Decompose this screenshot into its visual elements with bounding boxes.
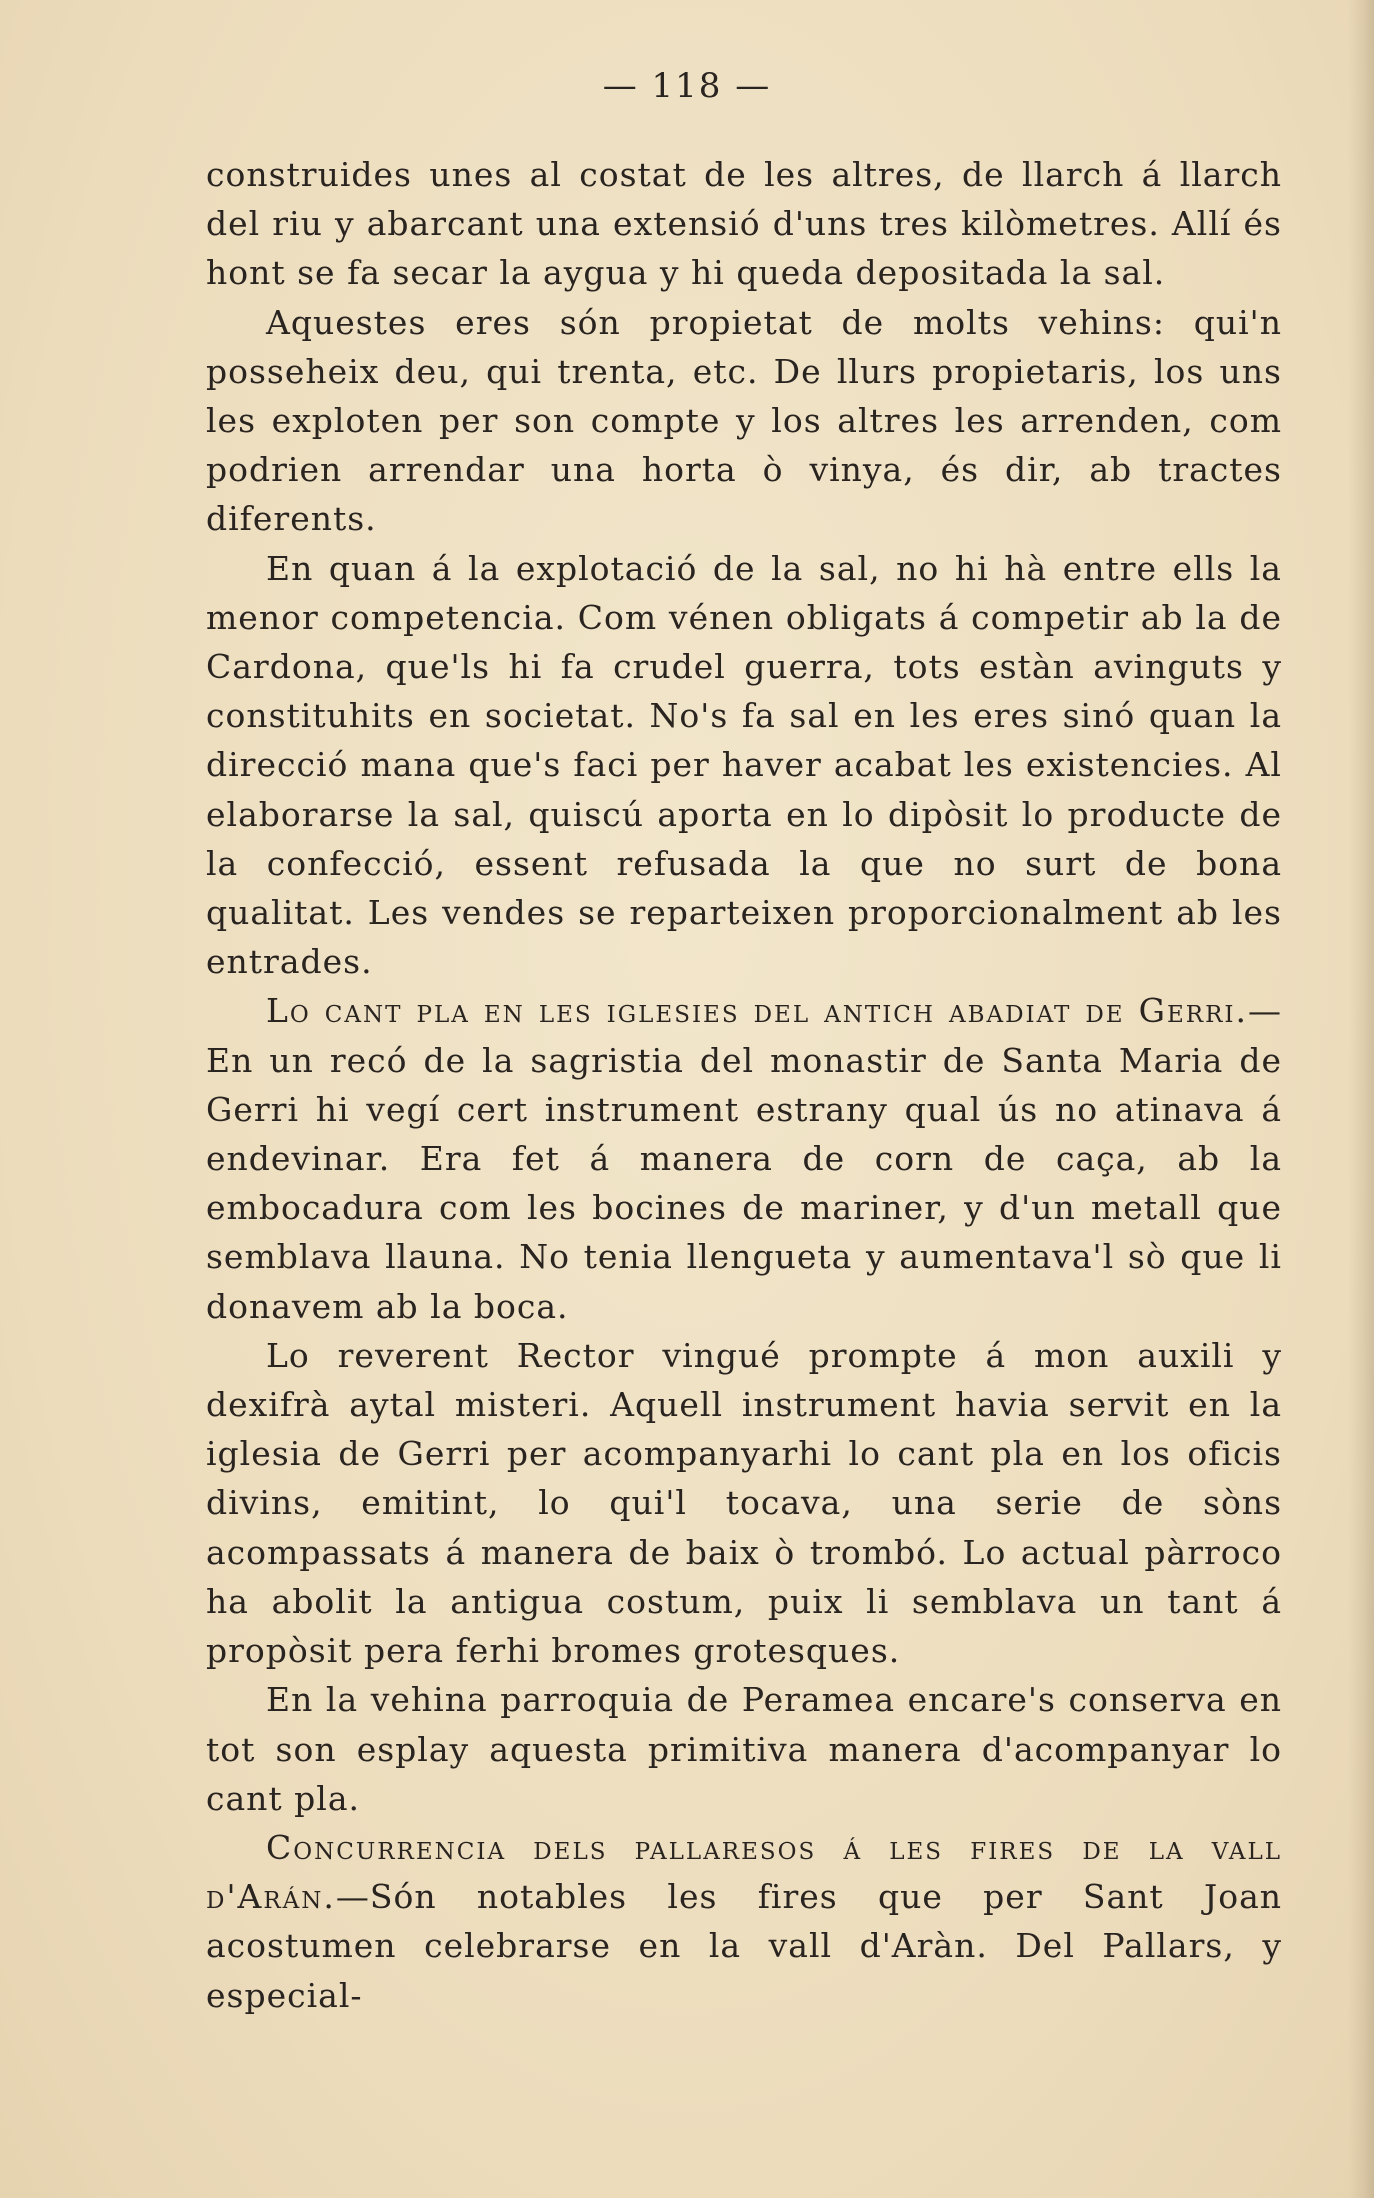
paragraph-6 [206, 1675, 1282, 1823]
page-number: — 118 — [602, 66, 772, 106]
section-heading-cant-pla: Lo cant pla en les iglesies del antich abadiat de Gerri. [266, 991, 1248, 1031]
section-heading-concurrencia: Concurrencia dels pallaresos á les fires de la vall d'Arán. [206, 1827, 1282, 1917]
page-edge-shadow [1348, 0, 1374, 2198]
body-text [206, 150, 1282, 2020]
paragraph-6-text: En la vehina parroquia de Peramea encare's conserva en tot son esplay aquesta primitiva manera d'acompanyar lo cant pla. [206, 1680, 1282, 1818]
paragraph-7 [206, 1823, 1282, 2020]
paragraph-4-text: —En un recó de la sagristia del monastir de Santa Maria de Gerri hi vegí cert instrument estrany qual ús no atinava á endevinar. Era fet á manera de corn de caça, ab la embocadura com les bocines de mariner, y d'un metall que semblava llauna. No tenia llengueta y aumentava'l sò que li donavem ab la boca. [206, 991, 1282, 1326]
paragraph-4 [206, 986, 1282, 1330]
paragraph-3-text: En quan á la explotació de la sal, no hi hà entre ells la menor competencia. Com vénen obligats á competir ab la de Cardona, que'ls hi fa crudel guerra, tots estàn avinguts y constituhits en societat. No's fa sal en les eres sinó quan la direcció mana que's faci per haver acabat les existencies. Al elaborarse la sal, quiscú aporta en lo dipòsit lo producte de la confecció, essent refusada la que no surt de bona qualitat. Les vendes se reparteixen proporcionalment ab les entrades. [206, 548, 1282, 982]
paragraph-1 [206, 150, 1282, 298]
paragraph-3 [206, 544, 1282, 987]
paragraph-2 [206, 298, 1282, 544]
paragraph-5-text: Lo reverent Rector vingué prompte á mon auxili y dexifrà aytal misteri. Aquell instrument havia servit en la iglesia de Gerri per acompanyarhi lo cant pla en los oficis divins, emitint, lo qui'l tocava, una serie de sòns acompassats á manera de baix ò trombó. Lo actual pàrroco ha abolit la antigua costum, puix li semblava un tant á propòsit pera ferhi bromes grotesques. [206, 1335, 1282, 1671]
paragraph-1-text: construides unes al costat de les altres, de llarch á llarch del riu y abarcant una extensió d'uns tres kilòmetres. Allí és hont se fa secar la aygua y hi queda depositada la sal. [206, 155, 1282, 293]
paragraph-5 [206, 1331, 1282, 1675]
paragraph-7-text: —Són notables les fires que per Sant Joan acostumen celebrarse en la vall d'Aràn. Del Pallars, y especial- [206, 1877, 1282, 2015]
paragraph-2-text: Aquestes eres són propietat de molts vehins: qui'n posseheix deu, qui trenta, etc. De llurs propietaris, los uns les exploten per son compte y los altres les arrenden, com podrien arrendar una horta ò vinya, és dir, ab tractes diferents. [206, 302, 1282, 539]
